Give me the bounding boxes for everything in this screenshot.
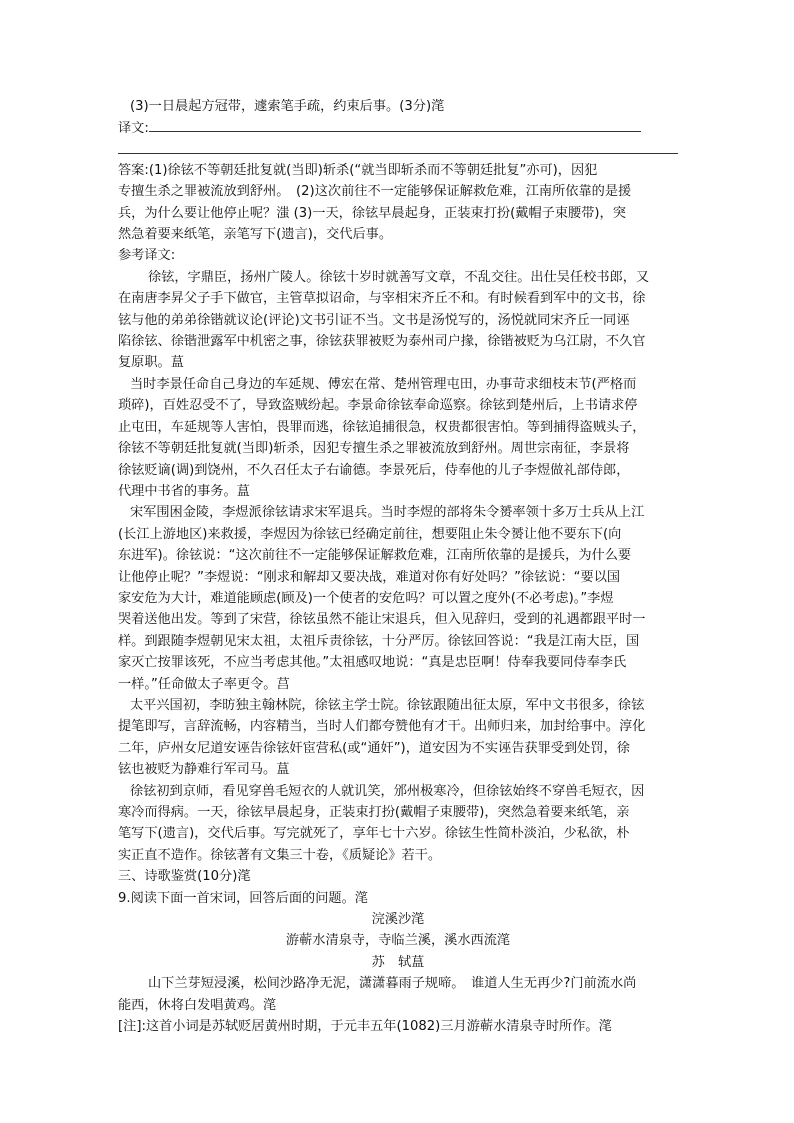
paragraph-1 bbox=[118, 267, 678, 374]
answer-line: 答案:(1)徐铉不等朝廷批复就(当即)斩杀(“就当即斩杀而不等朝廷批复”亦可)，因犯 bbox=[118, 162, 598, 178]
text-line: 徐铉贬谪(调)到饶州，不久召任太子右谕德。李景死后，侍奉他的儿子李煜做礼部侍郎， bbox=[118, 462, 630, 478]
poem-subtitle: 游蕲水清泉寺，寺临兰溪，溪水西流滗 bbox=[285, 933, 511, 949]
paragraph-3 bbox=[118, 502, 678, 695]
text-line: 代理中书省的事务。蒀 bbox=[118, 483, 250, 499]
paragraph-5 bbox=[118, 781, 678, 867]
translation-line bbox=[118, 117, 678, 139]
reference-translation-label: 参考译文: bbox=[118, 248, 176, 264]
answer-blank bbox=[149, 117, 641, 132]
document-page bbox=[118, 96, 678, 1037]
text-line: 家安危为大计，难道能顾虑(顾及)一个使者的安危吗？可以置之度外(不必考虑)。”李煜 bbox=[118, 590, 614, 606]
text-line: 徐铉，字鼎臣，扬州广陵人。徐铉十岁时就善写文章，不乱交往。出仕吴任校书郎，又 bbox=[148, 269, 650, 285]
section-heading: 三、诗歌鉴赏(10分)滗 bbox=[118, 869, 251, 885]
text-line: 寒冷而得病。一天，徐铉早晨起身，正装束打扮(戴帽子束腰带)，突然急着要来纸笔，亲 bbox=[118, 805, 630, 820]
question-3: (3)一日晨起方冠带，遽索笔手疏，约束后事。(3分)滗 bbox=[130, 99, 445, 114]
text-line: 复原职。蒀 bbox=[118, 355, 184, 371]
question-9: 9.阅读下面一首宋词，回答后面的问题。滗 bbox=[118, 890, 368, 906]
text-line: 徐铉初到京师，看见穿兽毛短衣的人就讥笑，邠州极寒冷，但徐铉始终不穿兽毛短衣，因 bbox=[130, 783, 645, 799]
paragraph-4 bbox=[118, 695, 678, 781]
poem-line: 山下兰芽短浸溪，松间沙路净无泥，潇潇暮雨子规啼。 谁道人生无再少?门前流水尚 bbox=[148, 976, 637, 992]
text-line: 宋军围困金陵，李煜派徐铉请求宋军退兵。当时李煜的部将朱令赟率领十多万士兵从上江 bbox=[130, 505, 645, 521]
text-line: 样。到跟随李煜朝见宋太祖，太祖斥责徐铉，十分严厉。徐铉回答说：“我是江南大臣，国 bbox=[118, 633, 640, 649]
text-line: 铉也被贬为静难行军司马。蒀 bbox=[118, 762, 290, 778]
text-line: 实正直不造作。徐铉著有文集三十卷，《质疑论》若干。 bbox=[118, 847, 442, 863]
text-line: 太平兴国初，李昉独主翰林院，徐铉主学士院。徐铉跟随出征太原，军中文书很多，徐铉 bbox=[130, 697, 645, 713]
text-line: 家灭亡按罪该死，不应当考虑其他。”太祖感叹地说：“真是忠臣啊！侍奉我要同侍奉李氏 bbox=[118, 655, 627, 671]
text-line: 一样。”任命做太子率更令。莒 bbox=[118, 676, 290, 692]
text-line: 提笔即写，言辞流畅，内容精当，当时人们都夸赞他有才干。出师归来，加封给事中。淳化 bbox=[118, 719, 646, 735]
text-line: 当时李景任命自己身边的车延规、傅宏在常、楚州管理屯田，办事苛求细枝末节(严格而 bbox=[130, 376, 637, 392]
text-line: (长江上游地区)来救援，李煜因为徐铉已经确定前往，想要阻止朱令赟让他不要东下(向 bbox=[118, 526, 622, 542]
text-line: 琐碎)，百姓忍受不了，导致盗贼纷起。李景命徐铉奉命巡察。徐铉到楚州后，上书请求停 bbox=[118, 398, 638, 414]
text-line: 让他停止呢？”李煜说：“刚求和解却又要决战，难道对你有好处吗？”徐铉说：“要以国 bbox=[118, 569, 621, 585]
text-line: 在南唐李昇父子手下做官，主管草拟诏命，与宰相宋齐丘不和。有时候看到军中的文书，徐 bbox=[118, 291, 646, 307]
text-line: 铉与他的弟弟徐锴就议论(评论)文书引证不当。文书是汤悦写的，汤悦就同宋齐丘一同诬 bbox=[118, 312, 630, 328]
answer-block bbox=[118, 160, 678, 246]
poem-note: [注]:这首小词是苏轼贬居黄州时期，于元丰五年(1082)三月游蕲水清泉寺时所作。滗 bbox=[118, 1019, 612, 1035]
poem-title: 浣溪沙滗 bbox=[371, 912, 425, 928]
translation-label: 译文: bbox=[118, 121, 149, 137]
text-line: 笔写下(遗言)，交代后事。写完就死了，享年七十六岁。徐铉生性简朴淡泊，少私欲，朴 bbox=[118, 826, 630, 842]
answer-blank-line bbox=[118, 140, 678, 154]
answer-line: 兵，为什么要让他停止呢？滍 (3)一天，徐铉早晨起身，正装束打扮(戴帽子束腰带)，突 bbox=[118, 205, 626, 221]
text-line: 止屯田，车延规等人害怕，畏罪而逃，徐铉追捕很急，权贵都很害怕。等到捕得盗贼头子， bbox=[118, 419, 646, 435]
text-line: 二年，庐州女尼道安诬告徐铉奸宦营私(或“通奸”)，道安因为不实诬告获罪受到处罚，徐 bbox=[118, 740, 630, 756]
text-line: 陷徐铉、徐锴泄露军中机密之事，徐铉获罪被贬为泰州司户掾，徐锴被贬为乌江尉，不久官 bbox=[118, 334, 646, 350]
answer-line: 然急着要来纸笔，亲笔写下(遗言)，交代后事。 bbox=[118, 227, 393, 243]
poem-line: 能西，休将白发唱黄鸡。滗 bbox=[118, 997, 277, 1013]
text-line: 东进军)。徐铉说：“这次前往不一定能够保证解救危难，江南所依靠的是援兵，为什么要 bbox=[118, 548, 632, 564]
text-line: 哭着送他出发。等到了宋营，徐铉虽然不能让宋退兵，但入见辞归，受到的礼遇都跟平时一 bbox=[118, 612, 646, 628]
text-line: 徐铉不等朝廷批复就(当即)斩杀，因犯专擅生杀之罪被流放到舒州。周世宗南征，李景将 bbox=[118, 441, 630, 457]
poem-author: 苏 轼蒀 bbox=[371, 954, 425, 970]
answer-line: 专擅生杀之罪被流放到舒州。 (2)这次前往不一定能够保证解救危难，江南所依靠的是援 bbox=[118, 184, 632, 200]
paragraph-2 bbox=[118, 374, 678, 502]
